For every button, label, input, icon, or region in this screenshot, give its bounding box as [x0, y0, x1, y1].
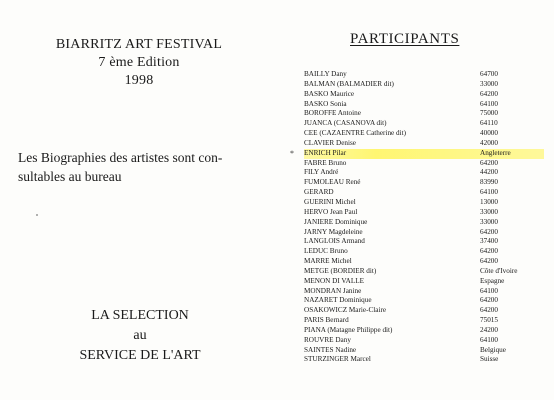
participant-row	[304, 90, 544, 100]
participant-row	[304, 188, 544, 198]
participant-name: JARNY Magdeleine	[304, 227, 363, 236]
selection-line-1: LA SELECTION	[91, 308, 189, 323]
participant-row	[304, 287, 544, 297]
participant-name: BASKO Maurice	[304, 89, 355, 98]
participant-name: MENON DI VALLE	[304, 276, 365, 285]
participant-name: MARRE Michel	[304, 257, 352, 266]
participant-location: 64700	[480, 70, 498, 78]
participant-location: 83990	[480, 178, 498, 187]
participant-location: 33000	[480, 79, 498, 88]
participant-row	[304, 159, 544, 169]
participant-name: BAILLY Dany	[304, 70, 347, 78]
participant-location: 64200	[480, 257, 498, 266]
participant-row	[304, 168, 544, 178]
biographies-note	[18, 148, 280, 186]
participant-location: Angleterre	[480, 148, 511, 157]
participant-row	[304, 129, 544, 139]
participant-name: CEE (CAZAENTRE Catherine dit)	[304, 129, 407, 138]
selection-block	[40, 306, 240, 366]
participant-location: 75015	[480, 316, 498, 325]
participant-name: LANGLOIS Armand	[304, 237, 365, 246]
participant-name: BASKO Sonia	[304, 99, 347, 108]
participant-row	[304, 336, 544, 346]
participant-name: GERARD	[304, 188, 334, 197]
participant-row	[304, 109, 544, 119]
participant-location: 64200	[480, 227, 498, 236]
selection-line-2: au	[133, 328, 147, 343]
participant-name: PARIS Bernard	[304, 316, 349, 325]
participant-location: 75000	[480, 109, 498, 118]
participant-row	[304, 296, 544, 306]
participant-location: Côte d'Ivoire	[480, 266, 518, 275]
participant-name: ROUVRE Dany	[304, 335, 351, 344]
participant-name: PIANA (Matagne Philippe dit)	[304, 325, 393, 334]
participants-list	[290, 70, 544, 365]
participant-location: 64200	[480, 89, 498, 98]
participant-name: STURZINGER Marcel	[304, 355, 371, 364]
right-page	[290, 0, 554, 400]
participant-row	[304, 228, 544, 238]
participant-row	[304, 70, 544, 80]
participant-row	[304, 277, 544, 287]
participant-location: Espagne	[480, 276, 505, 285]
participant-location: 33000	[480, 207, 498, 216]
participant-row	[304, 119, 544, 129]
participant-name: METGE (BORDIER dit)	[304, 266, 377, 275]
participant-row	[304, 247, 544, 257]
participant-location: 64110	[480, 119, 498, 128]
participant-row	[304, 237, 544, 247]
participant-row	[304, 139, 544, 149]
participant-location: Suisse	[480, 355, 499, 364]
participant-name: BOROFFE Antoine	[304, 109, 361, 118]
participant-row	[304, 316, 544, 326]
participant-row	[304, 80, 544, 90]
participant-location: 44200	[480, 168, 498, 177]
festival-edition: 7 ème Edition	[98, 55, 180, 70]
participant-row	[304, 257, 544, 267]
participant-name: NAZARET Dominique	[304, 296, 372, 305]
festival-name: BIARRITZ ART FESTIVAL	[55, 37, 223, 52]
participant-row	[304, 326, 544, 336]
participant-row	[304, 346, 544, 356]
participant-name: JANIERE Dominique	[304, 217, 368, 226]
participant-name: FILY André	[304, 168, 339, 177]
participant-name: FUMOLEAU René	[304, 178, 361, 187]
participants-heading: PARTICIPANTS	[350, 31, 460, 47]
participant-row	[304, 306, 544, 316]
participant-location: 64200	[480, 158, 498, 167]
participant-row	[304, 198, 544, 208]
scan-speck	[36, 214, 38, 216]
selection-line-3: SERVICE DE L'ART	[79, 348, 201, 363]
participant-row	[304, 218, 544, 228]
participant-row	[304, 178, 544, 188]
participant-row	[304, 100, 544, 110]
participant-name: GUERINI Michel	[304, 197, 356, 206]
participant-location: 42000	[480, 138, 498, 147]
participant-row	[304, 208, 544, 218]
participant-row	[304, 267, 544, 277]
biographies-line-1: Les Biographies des artistes sont con-	[18, 150, 223, 165]
participant-location: 64100	[480, 286, 498, 295]
participant-name: HERVO Jean Paul	[304, 207, 358, 216]
participant-row	[304, 355, 544, 365]
participant-location: 40000	[480, 129, 498, 138]
participant-location: 37400	[480, 237, 498, 246]
festival-year: 1998	[124, 73, 154, 88]
participant-name: JUANCA (CASANOVA dit)	[304, 119, 387, 128]
participant-location: 24200	[480, 325, 498, 334]
participant-name: FABRE Bruno	[304, 158, 347, 167]
participant-name: CLAVIER Denise	[304, 138, 356, 147]
participant-name: BALMAN (BALMADIER dit)	[304, 79, 394, 88]
highlight-marker: *	[290, 148, 294, 158]
participant-location: 13000	[480, 197, 498, 206]
participant-name: MONDRAN Janine	[304, 286, 362, 295]
participant-location: 64200	[480, 247, 498, 256]
participant-location: 64100	[480, 335, 498, 344]
participant-location: 64100	[480, 99, 498, 108]
participant-location: 64200	[480, 296, 498, 305]
biographies-line-2: sultables au bureau	[18, 169, 122, 184]
participant-row	[290, 148, 544, 159]
participant-location: Belgique	[480, 345, 506, 354]
participant-location: 33000	[480, 217, 498, 226]
participant-location: 64200	[480, 306, 498, 315]
participant-name: LEDUC Bruno	[304, 247, 348, 256]
festival-title	[14, 36, 264, 90]
participant-name: SAINTES Nadine	[304, 345, 357, 354]
participant-name: ENRICH Pilar	[304, 148, 347, 157]
participant-name: OSAKOWICZ Marie-Claire	[304, 306, 387, 315]
participant-location: 64100	[480, 188, 498, 197]
